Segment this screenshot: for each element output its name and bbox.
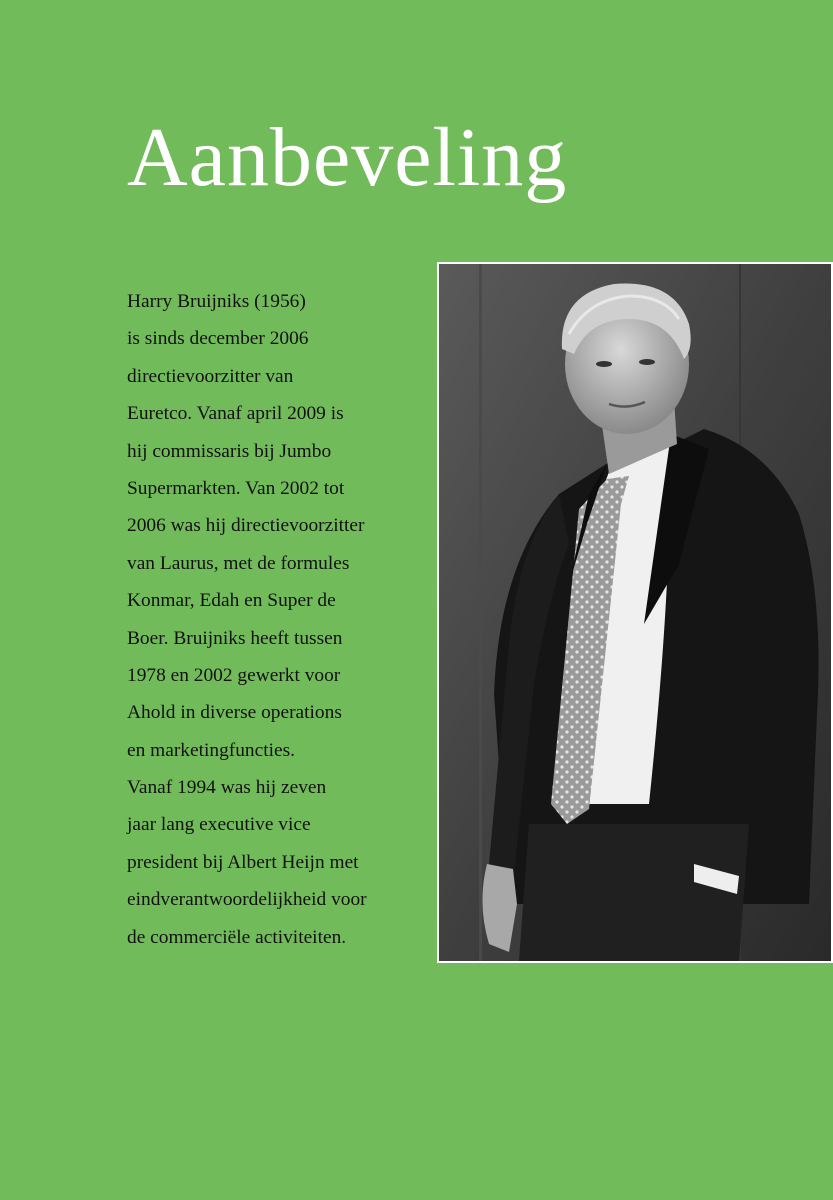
bio-line: Vanaf 1994 was hij zeven bbox=[127, 777, 327, 799]
bio-line: Euretco. Vanaf april 2009 is bbox=[127, 403, 344, 425]
bio-line: Harry Bruijniks (1956) bbox=[127, 291, 306, 312]
page-title: Aanbeveling bbox=[127, 111, 568, 204]
bio-text bbox=[127, 287, 427, 960]
bio-line: Konmar, Edah en Super de bbox=[127, 590, 336, 612]
portrait-photo bbox=[437, 262, 833, 963]
bio-line: president bij Albert Heijn met bbox=[127, 851, 359, 873]
bio-line: van Laurus, met de formules bbox=[127, 552, 350, 574]
bio-line: de commerciële activiteiten. bbox=[127, 926, 347, 948]
portrait-image bbox=[439, 264, 831, 961]
bio-line: eindverantwoordelijkheid voor bbox=[127, 889, 367, 911]
bio-line: hij commissaris bij Jumbo bbox=[127, 440, 332, 462]
bio-line: 1978 en 2002 gewerkt voor bbox=[127, 664, 341, 686]
bio-line: directievoorzitter van bbox=[127, 365, 294, 387]
bio-line: is sinds december 2006 bbox=[127, 328, 309, 350]
bio-line: jaar lang executive vice bbox=[127, 814, 311, 836]
bio-line: 2006 was hij directievoorzitter bbox=[127, 515, 365, 537]
bio-line: Boer. Bruijniks heeft tussen bbox=[127, 627, 343, 649]
bio-line: Ahold in diverse operations bbox=[127, 702, 342, 724]
bio-line: Supermarkten. Van 2002 tot bbox=[127, 477, 345, 499]
bio-line: en marketingfuncties. bbox=[127, 739, 295, 761]
